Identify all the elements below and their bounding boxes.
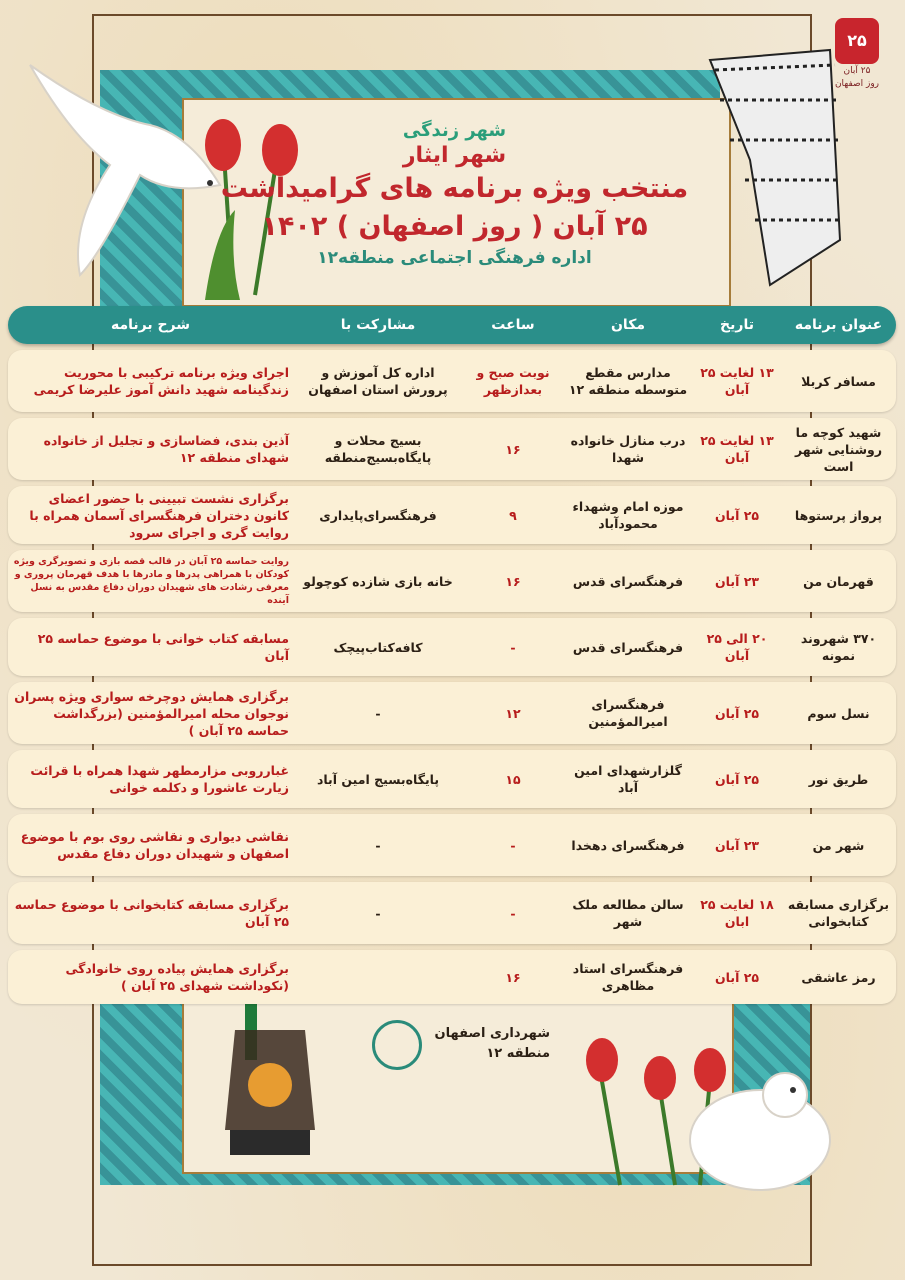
header-title: عنوان برنامه bbox=[794, 317, 883, 333]
cell-place: موزه امام وشهداء محمودآباد bbox=[572, 499, 684, 531]
table-row bbox=[8, 950, 896, 1004]
cell-title: قهرمان من bbox=[803, 573, 874, 589]
office-name: اداره فرهنگی اجتماعی منطقه۱۲ bbox=[317, 248, 592, 268]
cell-title: نسل سوم bbox=[807, 705, 870, 721]
table-row bbox=[8, 882, 896, 944]
cell-participation: - bbox=[375, 905, 381, 921]
cell-participation: فرهنگسرای‌پایداری bbox=[319, 507, 437, 523]
header-subtitle-2: شهر ایثار bbox=[402, 143, 507, 168]
cell-date: ۲۳ آبان bbox=[715, 573, 759, 589]
table-row bbox=[8, 814, 896, 876]
anniversary-logo bbox=[827, 18, 887, 90]
cell-participation: - bbox=[375, 705, 381, 721]
cell-participation bbox=[293, 975, 463, 979]
program-table bbox=[8, 306, 896, 1004]
cell-description: برگزاری همایش دوچرخه سواری ویژه پسران نوجوان محله امیرالمؤمنین (بزرگداشت حماسه ۲۵ آبان ) bbox=[14, 688, 289, 738]
cell-time: ۱۶ bbox=[505, 573, 521, 589]
page-title-line-2: ۲۵ آبان ( روز اصفهان ) ۱۴۰۲ bbox=[261, 211, 648, 242]
cell-time: ۱۵ bbox=[505, 771, 521, 787]
cell-description: برگزاری همایش پیاده روی خانوادگی (نکوداشت شهدای ۲۵ آبان ) bbox=[65, 961, 289, 993]
page-header bbox=[182, 120, 727, 268]
cell-time: ۱۲ bbox=[505, 705, 521, 721]
header-description: شرح برنامه bbox=[110, 317, 191, 333]
header-participation: مشارکت با bbox=[340, 317, 416, 333]
cell-place: گلزارشهدای امین آباد bbox=[574, 763, 682, 795]
cell-date: ۲۵ آبان bbox=[715, 969, 759, 985]
table-header bbox=[8, 306, 896, 344]
cell-title: شهید کوچه ما روشنایی شهر است bbox=[794, 424, 883, 474]
cell-place: درب منازل خانواده شهدا bbox=[570, 433, 686, 465]
page-title-line-1: منتخب ویژه برنامه های گرامیداشت bbox=[220, 173, 689, 204]
cell-participation: کافه‌کتاب‌پیچک bbox=[333, 639, 423, 655]
cell-time: - bbox=[510, 837, 516, 853]
logo-caption-2: روز اصفهان bbox=[834, 79, 880, 89]
cell-description: آذین بندی، فضاسازی و تجلیل از خانواده شهدای منطقه ۱۲ bbox=[43, 433, 289, 465]
cell-date: ۱۳ لغایت ۲۵ آبان bbox=[700, 365, 774, 397]
cell-description: اجرای ویژه برنامه ترکیبی با محوریت زندگینامه شهید دانش آموز علیرضا کریمی bbox=[33, 365, 289, 397]
table-row bbox=[8, 486, 896, 544]
cell-title: برگزاری مسابقه کتابخوانی bbox=[787, 897, 890, 929]
cell-participation: پایگاه‌بسیج امین آباد bbox=[316, 771, 440, 787]
cell-place: فرهنگسرای قدس bbox=[572, 639, 684, 655]
cell-date: ۲۵ آبان bbox=[715, 507, 759, 523]
cell-place: فرهنگسرای استاد مظاهری bbox=[572, 961, 684, 993]
cell-description: نقاشی دیواری و نقاشی روی بوم با موضوع اصفهان و شهیدان دوران دفاع مقدس bbox=[20, 829, 289, 861]
cell-date: ۲۰ الی ۲۵ آبان bbox=[706, 631, 768, 663]
cell-time: - bbox=[510, 905, 516, 921]
cell-description: برگزاری نشست تبیینی با حضور اعضای کانون دختران فرهنگسرای آسمان همراه با روایت گری و اجرای سرود bbox=[29, 490, 289, 540]
cell-participation: بسیج محلات و پایگاه‌بسیج‌منطقه bbox=[324, 433, 432, 465]
cell-time: نوبت صبح و بعدازظهر bbox=[476, 365, 550, 397]
municipality-name: شهرداری اصفهان bbox=[434, 1026, 550, 1041]
logo-mark: ۲۵ bbox=[835, 18, 879, 64]
cell-title: شهر من bbox=[812, 837, 865, 853]
cell-place: مدارس مقطع متوسطه منطقه ۱۲ bbox=[568, 365, 688, 397]
header-subtitle-1: شهر زندگی bbox=[402, 120, 507, 141]
table-row bbox=[8, 750, 896, 808]
cell-date: ۲۵ آبان bbox=[715, 771, 759, 787]
cell-date: ۲۵ آبان bbox=[715, 705, 759, 721]
cell-place: فرهنگسرای امیرالمؤمنین bbox=[588, 697, 668, 729]
cell-date: ۱۳ لغایت ۲۵ آبان bbox=[700, 433, 774, 465]
municipality-district: منطقه ۱۲ bbox=[486, 1046, 550, 1061]
cell-description: برگزاری مسابقه کتابخوانی با موضوع حماسه ۲۵ آبان bbox=[14, 897, 289, 929]
table-body bbox=[8, 350, 896, 1004]
cell-date: ۲۳ آبان bbox=[715, 837, 759, 853]
cell-place: سالن مطالعه ملک شهر bbox=[572, 897, 684, 929]
header-time: ساعت bbox=[491, 317, 535, 333]
cell-title: طریق نور bbox=[808, 771, 869, 787]
cell-title: مسافر کربلا bbox=[801, 373, 876, 389]
table-row bbox=[8, 350, 896, 412]
cell-participation: - bbox=[375, 837, 381, 853]
cell-time: - bbox=[510, 639, 516, 655]
header-date: تاریخ bbox=[720, 317, 754, 333]
cell-participation: خانه بازی شازده کوچولو bbox=[303, 573, 453, 589]
cell-time: ۱۶ bbox=[505, 969, 521, 985]
cell-title: رمز عاشقی bbox=[801, 969, 876, 985]
cell-time: ۹ bbox=[509, 507, 517, 523]
cell-date: ۱۸ لغایت ۲۵ ابان bbox=[700, 897, 774, 929]
table-row bbox=[8, 682, 896, 744]
table-row bbox=[8, 550, 896, 612]
municipality-emblem-icon bbox=[372, 1020, 422, 1070]
cell-time: ۱۶ bbox=[505, 441, 521, 457]
logo-caption-1: ۲۵ آبان bbox=[843, 66, 871, 76]
cell-description: روایت حماسه ۲۵ آبان در قالب قصه بازی و تصویرگری ویژه کودکان با همراهی پدرها و مادرها با هدف قهرمان پروری و معرفی رشادت های شهیدان دوران دفاع مقدس به نسل آینده bbox=[13, 556, 289, 606]
cell-description: غبارروبی مزارمطهر شهدا همراه با قرائت زیارت عاشورا و دکلمه خوانی bbox=[30, 763, 289, 795]
cell-title: ۳۷۰ شهروند نمونه bbox=[800, 631, 877, 663]
cell-place: فرهنگسرای دهخدا bbox=[571, 837, 685, 853]
table-row bbox=[8, 618, 896, 676]
cell-participation: اداره کل آموزش و پرورش استان اصفهان bbox=[308, 365, 448, 397]
table-row bbox=[8, 418, 896, 480]
header-place: مکان bbox=[610, 317, 645, 333]
cell-place: فرهنگسرای قدس bbox=[572, 573, 684, 589]
cell-description: مسابقه کتاب خوانی با موضوع حماسه ۲۵ آبان bbox=[37, 631, 289, 663]
cell-title: پرواز پرستوها bbox=[794, 507, 883, 523]
dove-bottom-icon bbox=[665, 1060, 835, 1210]
